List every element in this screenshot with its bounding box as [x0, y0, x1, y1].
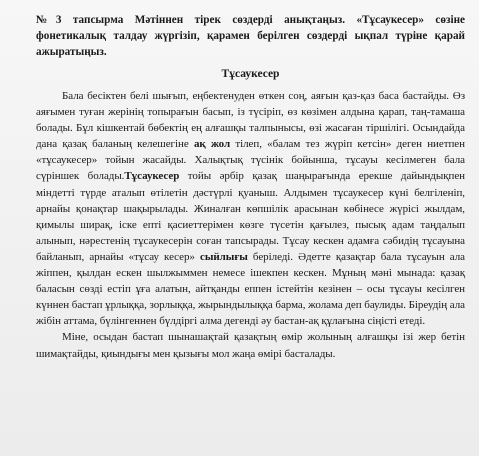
task-instruction: №3 тапсырма Мәтіннен тірек сөздерді анықтаңыз. «Тұсаукесер» сөзіне фонетикалық талдау жүргізіп, қарамен берілген сөздерді ықпал түріне қарай ажыратыңыз.	[36, 14, 465, 58]
bold-word-tusaukeser: Тұсаукесер	[124, 170, 180, 183]
paragraph-2	[36, 329, 465, 361]
text-title: Тұсаукесер	[221, 68, 280, 80]
paragraph-1	[36, 88, 465, 329]
bold-word-ak-zhol: ақ жол	[193, 138, 231, 151]
paragraph-1-segment-3: тілеп, «балам тез жүріп кетсін» деген ниетпен «тұсаукесер» тойын жасайды. Халықтық түсінік бойынша, тұсауы кесілмеген бала сүріншек болады.	[36, 138, 465, 183]
paragraph-1-segment-1: Бала бесіктен белі шығып, еңбектенуден өткен соң, аяғын қаз-қаз баса бастайды. Өз аяғымен туған жерінің топырағын басып, із түсіріп, өз көзімен алдына қарап, таң-тамаша болады. Бұл кішкентай бөбектің ең алғашқы талпынысы, өзі жасаған тіршілігі. Осындайда дана қазақ баланың келешегіне	[36, 90, 465, 151]
paragraph-1-segment-5: тойы әрбір қазақ шаңырағында ерекше дайындықпен міндетті түрде аталып өтілетін дәстүрлі қуаныш. Алдымен тұсаукесер күні белгіленіп, арнайы қонақтар шақырылады. Жиналған көпшілік арасынан көбінесе жүрісі жылдам, қимылы ширақ, іске епті қасиеттерімен көзге түсетін қағылез, пысық адам таңдалып алынып, нәрестенің тұсаукесерін соған тапсырады. Тұсау кескен адамға сәбидің тұсауына байланып, арнайы «тұсау кесер»	[36, 170, 465, 263]
paragraph-2-segment-1: Міне, осыдан бастап шынашақтай қазақтың өмір жолының алғашқы ізі жер бетін шимақтайды, қиындығы мен қызығы мол жаңа өмірі басталады.	[36, 331, 465, 360]
paragraph-1-segment-7: беріледі. Әдетте қазақтар бала тұсауын ала жіппен, қылдан ескен шылжыммен немесе ішекпен кескен. Мұның мәні мынада: қазақ баласын сөзді естіп ұға алатын, айтқанды еппен істейтін кезінен – осы тұсауы кесілген күннен бастап ұрлыққа, зорлыққа, жырындылыққа барма, жолама деп баулиды. Біреудің ала жібін аттама, бүлінгеннен бүлдіргі алма дегенді әу бастан-ақ құлағына сіңісті етеді.	[36, 250, 465, 328]
bold-word-syilygy: сыйлығы	[200, 250, 248, 263]
